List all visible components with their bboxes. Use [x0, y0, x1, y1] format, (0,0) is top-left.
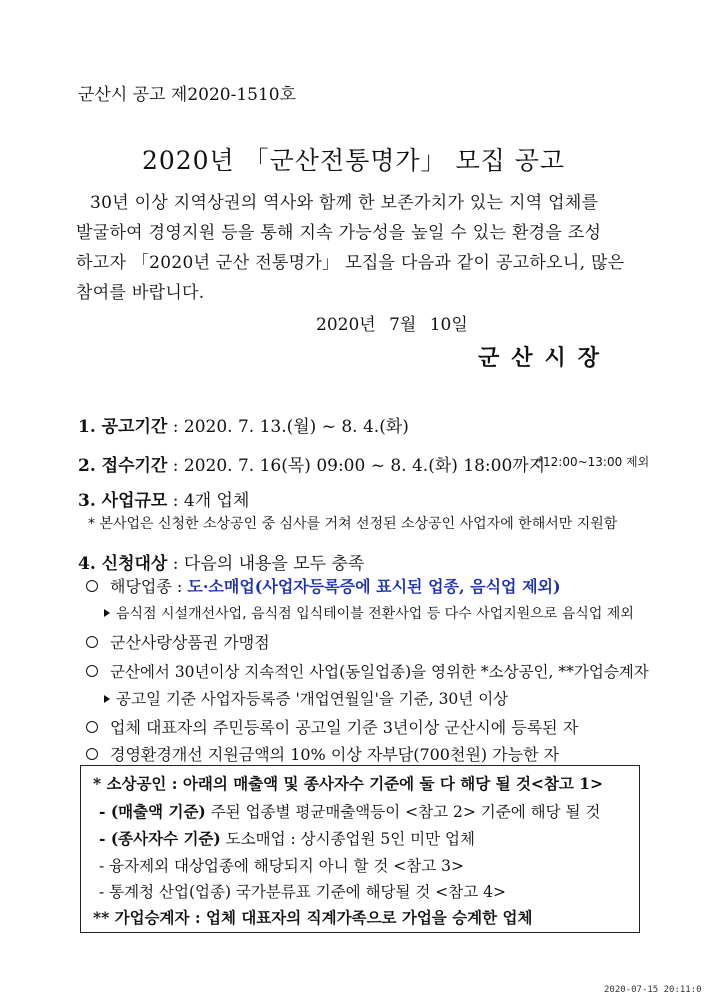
box-line-sales — [99, 800, 600, 822]
item-text: 군산사랑상품권 가맹점 — [110, 633, 270, 652]
item-text: 업체 대표자의 주민등록이 공고일 기준 3년이상 군산시에 등록된 자 — [110, 718, 579, 737]
section-value: : 4개 업체 — [172, 491, 250, 511]
issuer-name: 군산시장 — [478, 345, 612, 371]
industry-label: 해당업종 : — [110, 577, 183, 596]
item-text: 경영환경개선 지원금액의 10% 이상 자부담(700천원) 가능한 자 — [110, 745, 560, 764]
fax-timestamp: 2020-07-15 20:11:0 — [604, 985, 702, 995]
section-label: 1. 공고기간 — [78, 417, 168, 437]
intro-line: 하고자 「2020년 군산 전통명가」 모집을 다음과 같이 공고하오니, 많은 — [76, 253, 625, 273]
box-line-bold: - (매출액 기준) — [99, 802, 206, 821]
box-line-text: ** 가업승계자 : 업체 대표자의 직계가족으로 가업을 승계한 업체 — [93, 908, 533, 927]
section-announcement-period — [78, 412, 409, 437]
industry-highlight: 도·소매업(사업자등록증에 표시된 업종, 음식업 제외) — [187, 577, 561, 596]
sub-note-text: 공고일 기준 사업자등록증 '개업연월일'을 기준, 30년 이상 — [116, 690, 509, 708]
triangle-bullet-icon — [104, 695, 110, 703]
box-line-successor — [93, 906, 532, 928]
eligibility-sub-note — [104, 603, 634, 623]
eligibility-item-30-years — [86, 660, 649, 682]
intro-line: 30년 이상 지역상권의 역사와 함께 한 보존가치가 있는 지역 업체를 — [90, 193, 599, 213]
eligibility-item-industry — [86, 574, 561, 597]
circle-bullet-icon — [86, 665, 98, 677]
section-value: : 2020. 7. 13.(월) ~ 8. 4.(화) — [172, 417, 409, 437]
box-line-text: * 소상공인 : 아래의 매출액 및 종사자수 기준에 둘 다 해당 될 것<참고 1> — [93, 774, 604, 793]
box-line-classification: - 통계청 산업(업종) 국가분류표 기준에 해당될 것 <참고 4> — [99, 883, 507, 901]
section-value: : 2020. 7. 16(목) 09:00 ~ 8. 4.(화) 18:00까지 — [172, 456, 546, 476]
section-eligibility — [78, 549, 364, 574]
box-line-bold: - (종사자수 기준) — [99, 829, 221, 848]
box-line-small-business — [93, 772, 603, 794]
eligibility-item-residence — [86, 715, 578, 738]
definition-box — [80, 765, 640, 933]
section-application-period — [78, 451, 545, 476]
notice-number: 군산시 공고 제2020-1510호 — [78, 85, 297, 105]
selection-note: * 본사업은 신청한 소상공인 중 심사를 거쳐 선정된 소상공인 사업자에 한해서만 지원함 — [88, 516, 618, 532]
circle-bullet-icon — [86, 580, 98, 592]
page-title: 2020년 「군산전통명가」 모집 공고 — [141, 146, 566, 175]
intro-paragraph — [76, 188, 631, 308]
eligibility-item-gift-certificate — [86, 630, 270, 653]
intro-line: 발굴하여 경영지원 등을 통해 지속 가능성을 높일 수 있는 환경을 조성 — [76, 223, 602, 243]
circle-bullet-icon — [86, 721, 98, 733]
circle-bullet-icon — [86, 636, 98, 648]
section-project-scale — [78, 486, 249, 511]
section-label: 3. 사업규모 — [78, 491, 168, 511]
box-line-loan-exclusion: - 융자제외 대상업종에 해당되지 아니 할 것 <참고 3> — [99, 857, 464, 875]
lunch-exclusion-note: *12:00~13:00 제외 — [537, 455, 650, 469]
section-value: : 다음의 내용을 모두 충족 — [172, 554, 365, 574]
item-text: 군산에서 30년이상 지속적인 사업(동일업종)을 영위한 *소상공인, **가업승계자 — [110, 663, 649, 681]
sub-note-text: 음식점 시설개선사업, 음식점 입식테이블 전환사업 등 다수 사업지원으로 음식업 제외 — [116, 606, 634, 622]
box-line-employees — [99, 827, 475, 849]
box-line-text: 도소매업 : 상시종업원 5인 미만 업체 — [220, 830, 476, 848]
circle-bullet-icon — [86, 748, 98, 760]
section-label: 2. 접수기간 — [78, 456, 168, 476]
box-line-text: 주된 업종별 평균매출액등이 <참고 2> 기준에 해당 될 것 — [205, 803, 601, 821]
intro-line: 참여를 바랍니다. — [76, 283, 205, 303]
eligibility-sub-note — [104, 687, 508, 709]
eligibility-item-self-burden — [86, 742, 559, 765]
section-label: 4. 신청대상 — [78, 554, 168, 574]
triangle-bullet-icon — [104, 609, 110, 617]
notice-date: 2020년 7월 10일 — [316, 315, 468, 335]
